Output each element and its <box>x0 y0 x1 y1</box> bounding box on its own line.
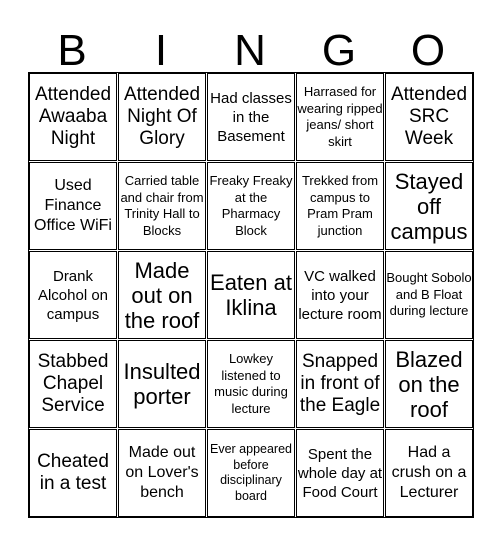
bingo-square[interactable] <box>118 429 206 517</box>
bingo-square[interactable] <box>296 429 384 517</box>
square-label: Made out on Lover's bench <box>125 444 199 501</box>
square-label: Insulted porter <box>123 359 201 409</box>
bingo-header <box>28 26 472 74</box>
square-label: Eaten at Iklina <box>210 270 292 320</box>
square-label: Attended Night Of Glory <box>123 84 201 149</box>
square-label: Trekked from campus to Pram Pram junction <box>301 173 379 238</box>
bingo-square[interactable] <box>207 340 295 428</box>
square-label: Had classes in the Basement <box>210 89 292 145</box>
bingo-square[interactable] <box>207 429 295 517</box>
square-label: Stabbed Chapel Service <box>37 351 109 416</box>
square-label: Lowkey listened to music during lecture <box>214 351 288 416</box>
square-label: Made out on the roof <box>124 257 200 333</box>
bingo-square[interactable] <box>118 340 206 428</box>
bingo-square[interactable] <box>29 73 117 161</box>
bingo-square[interactable] <box>296 340 384 428</box>
bingo-square[interactable] <box>29 162 117 250</box>
bingo-square[interactable] <box>118 73 206 161</box>
square-label: Drank Alcohol on campus <box>37 267 109 323</box>
bingo-square[interactable] <box>29 340 117 428</box>
square-label: Ever appeared before disciplinary board <box>209 442 292 503</box>
bingo-square[interactable] <box>207 162 295 250</box>
bingo-square[interactable] <box>296 73 384 161</box>
square-label: Attended SRC Week <box>390 84 468 149</box>
bingo-square[interactable] <box>385 162 473 250</box>
square-label: Used Finance Office WiFi <box>34 177 112 234</box>
bingo-square[interactable] <box>118 251 206 339</box>
square-label: Snapped in front of the Eagle <box>299 351 381 416</box>
square-label: Stayed off campus <box>390 168 468 244</box>
header-letter-o: O <box>410 26 446 75</box>
bingo-square[interactable] <box>385 429 473 517</box>
bingo-card <box>28 72 474 518</box>
bingo-square[interactable] <box>385 340 473 428</box>
square-label: Freaky Freaky at the Pharmacy Block <box>209 173 293 238</box>
square-label: Attended Awaaba Night <box>34 84 112 149</box>
square-label: Bought Sobolo and B Float during lecture <box>386 270 472 319</box>
bingo-square[interactable] <box>385 73 473 161</box>
square-label: Carried table and chair from Trinity Hall to Blocks <box>120 173 204 238</box>
bingo-square[interactable] <box>207 73 295 161</box>
bingo-square[interactable] <box>296 162 384 250</box>
header-letter-b: B <box>57 26 87 75</box>
bingo-square[interactable] <box>29 251 117 339</box>
bingo-square[interactable] <box>385 251 473 339</box>
square-label: Harrased for wearing ripped jeans/ short skirt <box>297 84 383 149</box>
square-label: VC walked into your lecture room <box>298 267 382 323</box>
bingo-square[interactable] <box>29 429 117 517</box>
header-letter-i: I <box>154 26 168 75</box>
square-label: Had a crush on a Lecturer <box>391 444 467 501</box>
bingo-square[interactable] <box>296 251 384 339</box>
bingo-square[interactable] <box>118 162 206 250</box>
bingo-square[interactable] <box>207 251 295 339</box>
square-label: Spent the whole day at Food Court <box>297 445 383 501</box>
square-label: Blazed on the roof <box>395 346 463 422</box>
header-letter-n: N <box>234 26 266 75</box>
header-letter-g: G <box>321 26 357 75</box>
square-label: Cheated in a test <box>37 451 109 494</box>
